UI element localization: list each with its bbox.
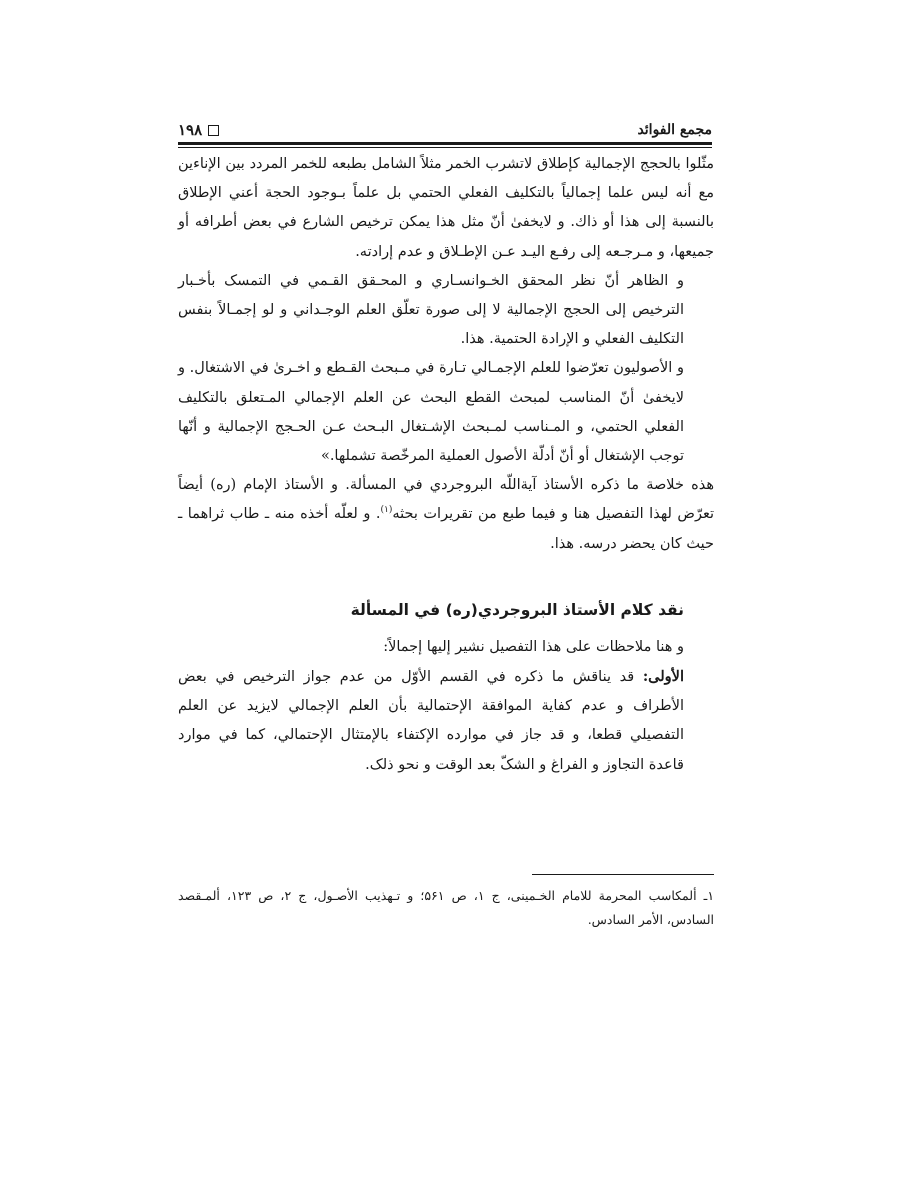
paragraph-1: مثّلوا بالحجج الإجمالية كإطلاق لاتشرب الخمر مثلاً الشامل بطبعه للخمر المردد بين الإناءين مع أنه ليس علما إجمالياً بالتكليف الفعلي الحتمي بل علماً بـوجود الحجة أعني الإطلاق بالنسبة إلى هذا أو ذاك. و لايخفىٰ أنّ مثل هذا يمكن ترخيص الشارع في بعض أطرافه أو جميعها، و مـرجـعه إلى رفـع اليـد عـن الإطـلاق و عدم إرادته.	[178, 156, 714, 260]
page-number-group	[178, 120, 219, 140]
running-header	[178, 112, 712, 140]
paragraph-6-lead: الأولى:	[642, 668, 684, 686]
paragraph-3: و الأصوليون تعرّضوا للعلم الإجمـالي تـارة في مـبحث القـطع و اخـرىٰ في الاشتغال. و لايخفىٰ أنّ المناسب لمبحث القطع البحث عن العلم الإجمالي المـتعلق بالتكليف الفعلي الحتمي، و المـناسب لمـبحث الإشـتغال البـحث عـن الحـجج الإجمالية و أنّها توجب الإشتغال أو أنّ أدلّة الأصول العملية المرخّصة تشملها.»	[178, 360, 685, 465]
paragraph-5: و هنا ملاحظات على هذا التفصيل نشير إليها إجمالاً:	[383, 638, 684, 655]
body-text	[178, 150, 714, 780]
header-title: مجمع الفوائد	[637, 122, 712, 138]
page-number: ۱۹۸	[178, 121, 203, 139]
footnote-separator	[532, 874, 714, 875]
footnote-reference: (۱)	[380, 505, 393, 516]
paragraph-4-main: هذه خلاصة ما ذكره الأستاذ آيةاللّه البروجردي في المسألة. و الأستاذ الإمام (ره) أيضاً تعرّض لهذا التفصيل هنا و فيما طبع من تقريرات بحثه	[178, 477, 714, 523]
header-rule-thick	[178, 142, 712, 145]
section-spacer	[178, 559, 714, 595]
footnote-1: ۱ـ ألمكاسب المحرمة للامام الخـمينى، ج ۱، ص ۵۶۱؛ و تـهذيب الأصـول، ج ۲، ص ۱۲۳، ألمـقصد السادس، الأمر السادس.	[178, 888, 715, 927]
paragraph-4	[178, 471, 714, 559]
paragraph-2: و الظاهر أنّ نظر المحقق الخـوانسـاري و المحـقق القـمي في التمسک بأخـبار الترخيص إلى الحجج الإجمالية لا إلى صورة تعلّق العلم الوجـداني و لو إجمـالاً بنفس التكليف الفعلي و الإرادة الحتمية. هذا.	[178, 272, 684, 348]
square-marker-icon	[208, 125, 219, 136]
paragraph-6	[178, 662, 714, 780]
header-rule-thin	[178, 147, 712, 148]
footnotes	[178, 884, 714, 932]
section-heading: نقد كلام الأستاذ البروجردي(ره) في المسألة	[350, 600, 684, 619]
paragraph-6-body: قد يناقش ما ذكره في القسم الأوّل من عدم جواز الترخيص في بعض الأطراف و عدم كفاية الموافقة الإحتمالية بأن العلم الإجمالي لايزيد عن العلم التفصيلي قطعا، و قد جاز في موارده الإكتفاء بالإمتثال الإحتمالي، كما في موارد قاعدة التجاوز و الفراغ و الشکّ بعد الوقت و نحو ذلک.	[178, 669, 684, 773]
paragraph-4-tail: . و لعلّه أخذه منه ـ طاب ثراهما ـ حيث كان يحضر درسه. هذا.	[178, 506, 714, 552]
